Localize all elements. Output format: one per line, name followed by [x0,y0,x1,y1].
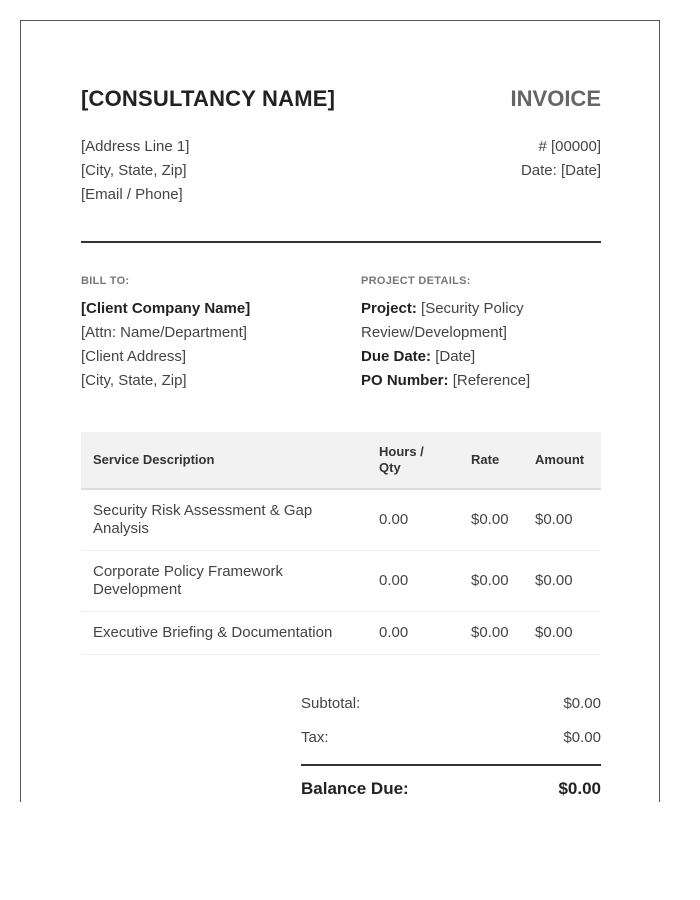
project-details-section [361,275,601,393]
subtotal-row [301,686,601,720]
po-number-key: PO Number: [361,372,449,389]
invoice-number: # [00000] [538,138,601,155]
subtotal-label: Subtotal: [301,694,361,712]
header-service-description: Service Description [81,432,367,489]
header-divider [81,241,601,243]
row-description: Corporate Policy Framework Development [81,551,367,612]
header-rate: Rate [459,432,523,489]
totals-section [301,686,601,812]
po-number-line [361,369,601,393]
address-email-phone: [Email / Phone] [81,186,183,203]
due-date-key: Due Date: [361,348,432,365]
header-hours-qty: Hours / Qty [367,432,459,489]
invoice-meta [521,135,601,183]
table-row [81,612,601,655]
client-company-name: [Client Company Name] [81,300,251,317]
address-line-1: [Address Line 1] [81,138,190,155]
row-qty: 0.00 [367,489,459,551]
address-city-state-zip: [City, State, Zip] [81,162,187,179]
subtotal-value: $0.00 [563,694,601,712]
bill-to-label: BILL TO: [81,275,130,287]
table-row [81,489,601,551]
row-rate: $0.00 [459,489,523,551]
table-header-row [81,432,601,489]
row-description: Executive Briefing & Documentation [81,612,367,655]
due-date-line [361,345,601,369]
balance-due-value: $0.00 [558,779,601,798]
due-date-value: [Date] [435,348,476,365]
row-description: Security Risk Assessment & Gap Analysis [81,489,367,551]
tax-value: $0.00 [563,728,601,746]
balance-due-row [301,766,601,812]
invoice-title: INVOICE [510,86,601,111]
row-amount: $0.00 [523,489,601,551]
tax-label: Tax: [301,728,329,746]
row-rate: $0.00 [459,612,523,655]
row-amount: $0.00 [523,551,601,612]
row-qty: 0.00 [367,612,459,655]
row-amount: $0.00 [523,612,601,655]
table-row [81,551,601,612]
client-address: [Client Address] [81,348,187,365]
client-city-state-zip: [City, State, Zip] [81,372,187,389]
bill-to-section [81,275,351,393]
invoice-page [20,20,660,802]
row-rate: $0.00 [459,551,523,612]
invoice-date: Date: [Date] [520,162,601,179]
services-table [81,432,601,655]
client-attn: [Attn: Name/Department] [81,324,247,341]
project-line [361,297,601,345]
row-qty: 0.00 [367,551,459,612]
consultancy-name: [CONSULTANCY NAME] [81,86,336,111]
sender-address [81,135,189,207]
project-value: [Security Policy Review/Development] [361,300,524,341]
header-amount: Amount [523,432,601,489]
balance-due-label: Balance Due: [301,779,409,798]
project-key: Project: [361,300,417,317]
tax-row [301,720,601,754]
project-details-label: PROJECT DETAILS: [361,275,471,287]
po-number-value: [Reference] [452,372,531,389]
